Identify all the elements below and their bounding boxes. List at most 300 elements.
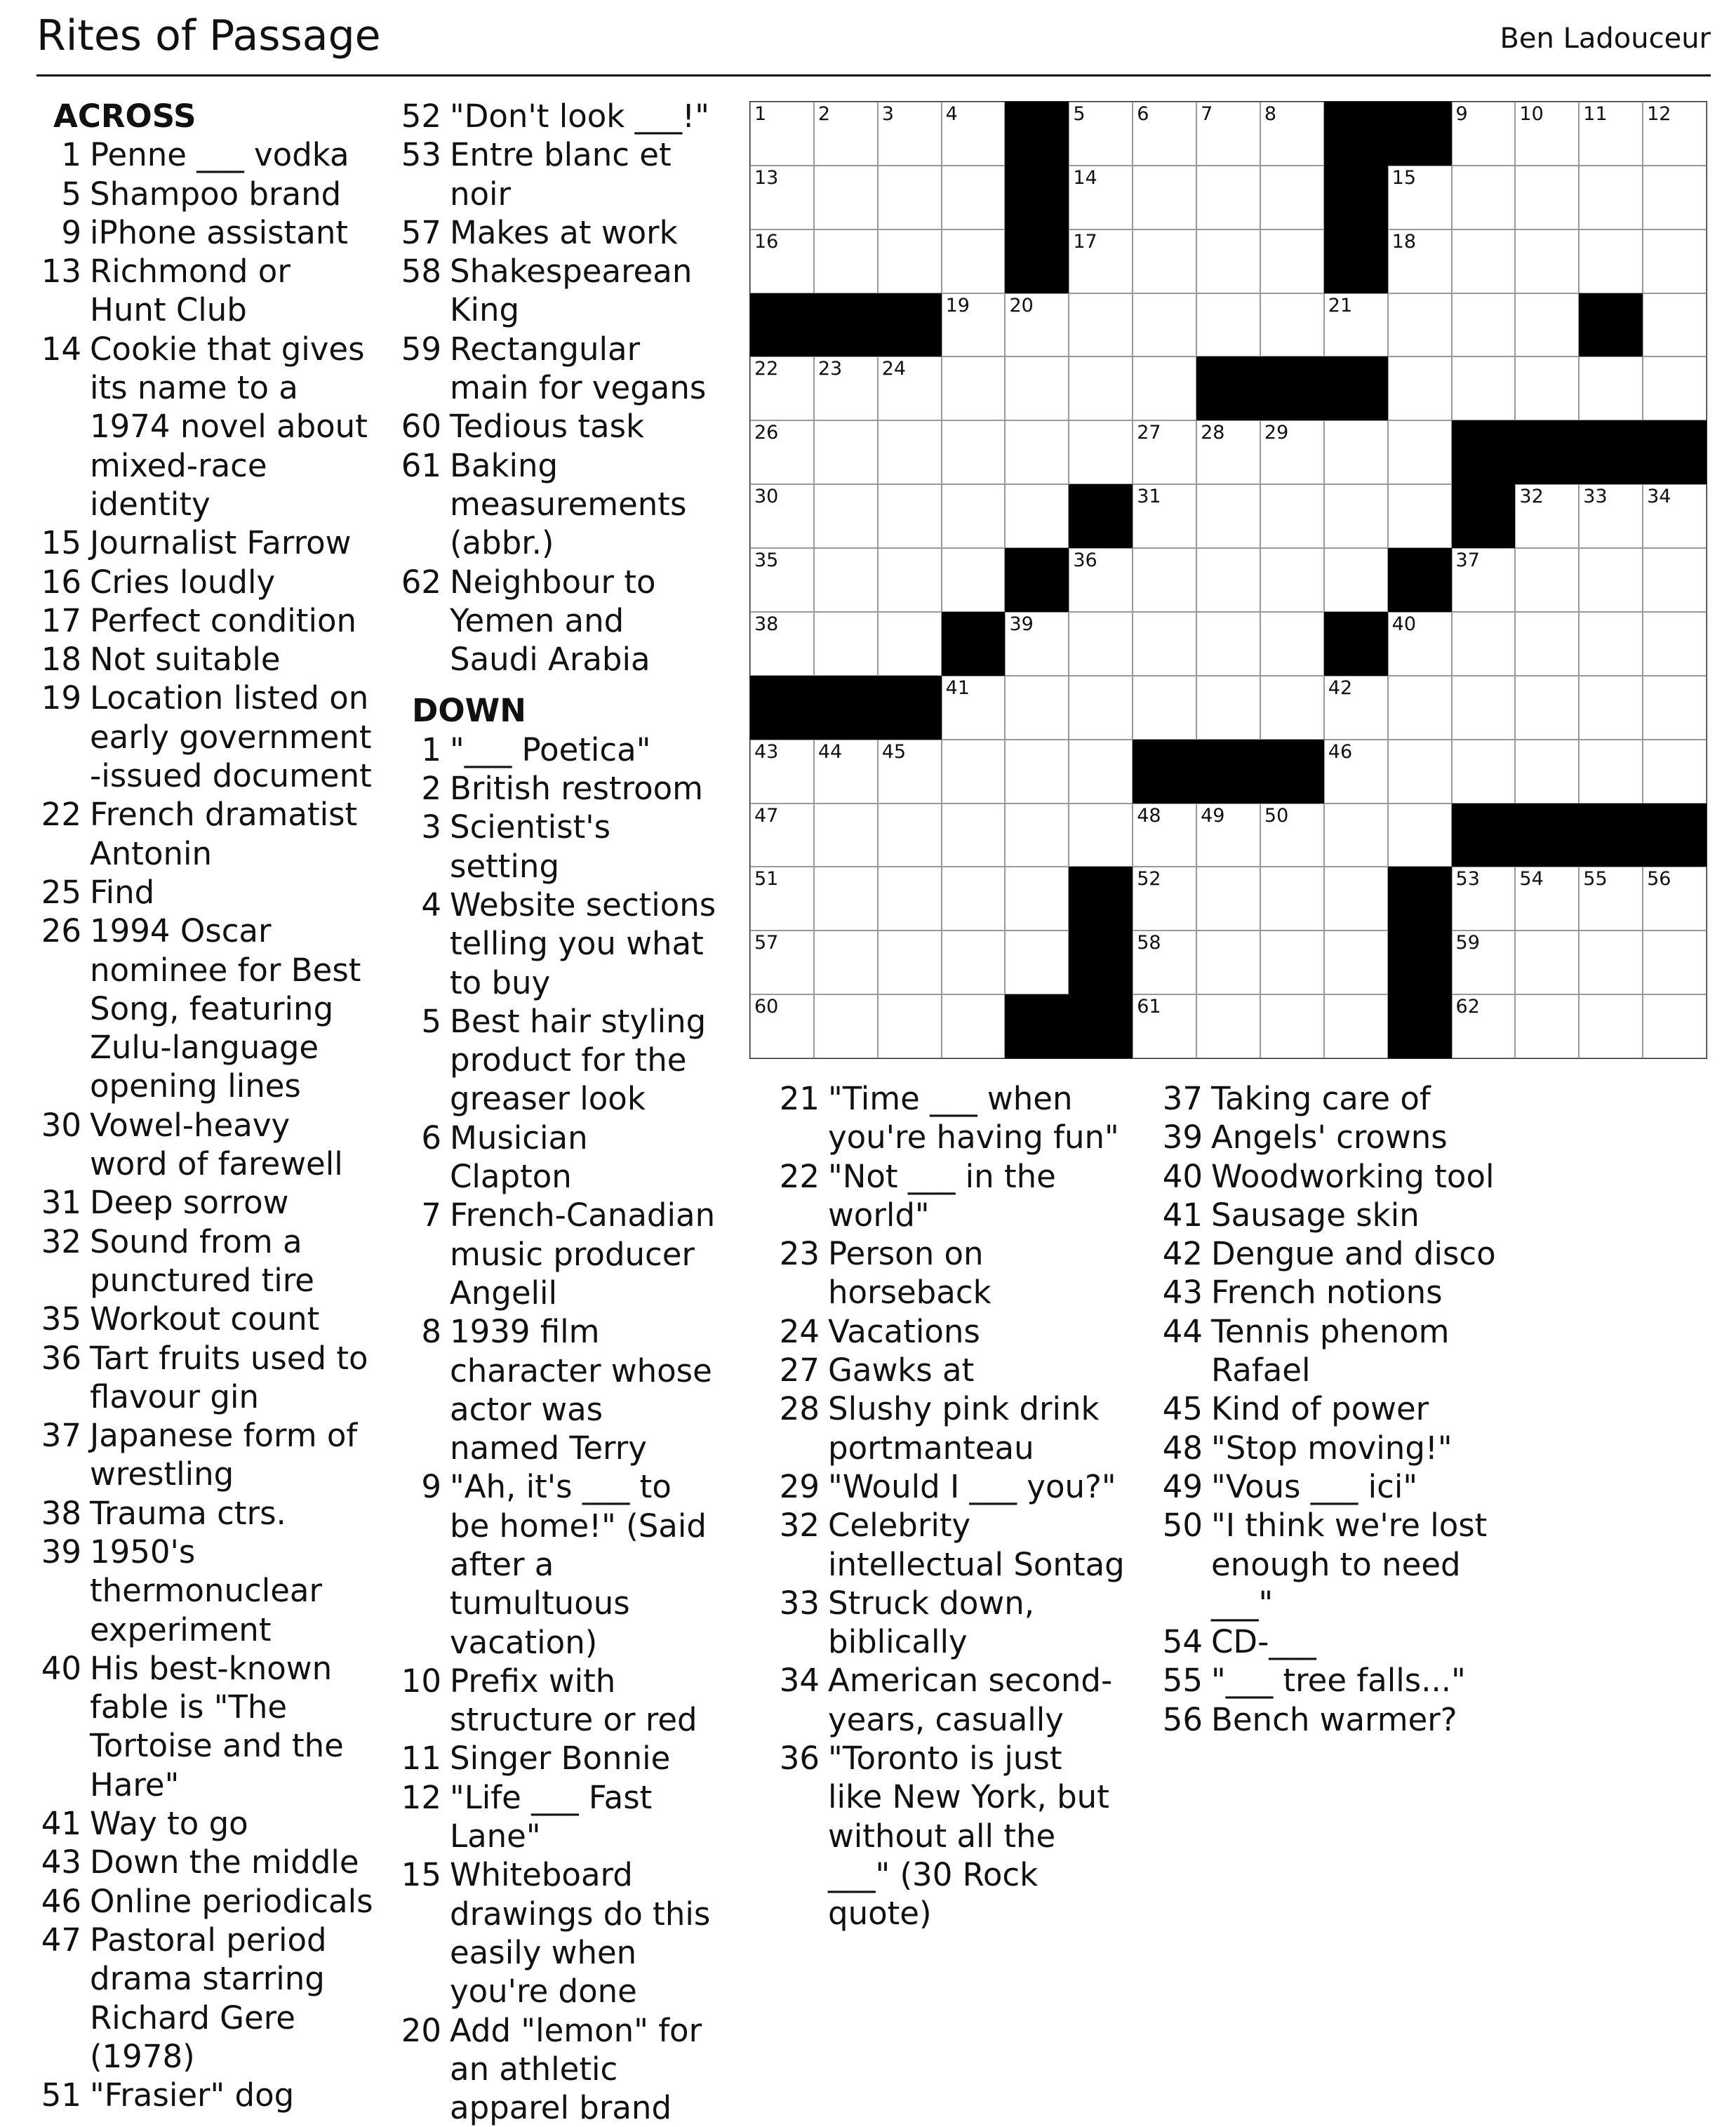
grid-cell[interactable] — [1196, 804, 1260, 867]
clue-col1-across-32 — [36, 1222, 373, 1300]
grid-cell[interactable] — [1579, 356, 1643, 420]
grid-cell[interactable] — [1133, 166, 1196, 229]
grid-cell[interactable] — [750, 484, 814, 548]
grid-cell[interactable] — [750, 102, 814, 166]
grid-cell[interactable] — [878, 166, 942, 229]
grid-cell[interactable] — [1005, 740, 1069, 804]
grid-cell[interactable] — [942, 484, 1006, 548]
grid-cell[interactable] — [1005, 612, 1069, 676]
clue-number: 5 — [421, 1002, 441, 1040]
grid-cell[interactable] — [1133, 804, 1196, 867]
grid-cell[interactable] — [1579, 166, 1643, 229]
grid-cell[interactable] — [1133, 356, 1196, 420]
clue-number: 32 — [41, 1222, 81, 1260]
grid-cell[interactable] — [1388, 293, 1452, 357]
grid-cell[interactable] — [1196, 867, 1260, 931]
black-square — [1324, 612, 1388, 676]
grid-cell[interactable] — [814, 994, 878, 1058]
grid-cell[interactable] — [1515, 293, 1579, 357]
grid-cell[interactable] — [1069, 166, 1133, 229]
clue-text: Shampoo brand — [90, 175, 342, 213]
grid-cell[interactable] — [750, 740, 814, 804]
grid-cell[interactable] — [1388, 166, 1452, 229]
grid-cell[interactable] — [1452, 612, 1516, 676]
puzzle-author: Ben Ladouceur — [1500, 22, 1711, 55]
grid-cell[interactable] — [1069, 420, 1133, 484]
grid-cell[interactable] — [1324, 804, 1388, 867]
grid-cell[interactable] — [1005, 293, 1069, 357]
clue-col1-across-41 — [36, 1804, 373, 1843]
down-clues-column-3 — [775, 1079, 1126, 1933]
grid-cell[interactable] — [1515, 229, 1579, 293]
grid-cell[interactable] — [1133, 867, 1196, 931]
grid-cell[interactable] — [1005, 356, 1069, 420]
clue-col3-down-22 — [775, 1157, 1126, 1235]
clue-col3-down-36 — [775, 1739, 1126, 1933]
grid-cell[interactable] — [1643, 994, 1707, 1058]
grid-cell[interactable] — [1133, 676, 1196, 740]
grid-cell[interactable] — [1579, 740, 1643, 804]
grid-cell[interactable] — [814, 612, 878, 676]
grid-cell[interactable] — [878, 931, 942, 994]
grid-cell[interactable] — [750, 931, 814, 994]
cell-number: 50 — [1264, 804, 1289, 827]
grid-cell[interactable] — [1005, 420, 1069, 484]
puzzle-title: Rites of Passage — [36, 11, 381, 60]
clue-number: 39 — [41, 1533, 81, 1571]
grid-cell[interactable] — [1324, 293, 1388, 357]
clue-col4-down-54 — [1158, 1622, 1523, 1661]
clue-text: "___ tree falls..." — [1211, 1662, 1466, 1700]
grid-cell[interactable] — [1388, 229, 1452, 293]
clue-number: 37 — [1162, 1080, 1203, 1117]
grid-cell[interactable] — [750, 612, 814, 676]
grid-cell[interactable] — [814, 356, 878, 420]
grid-cell[interactable] — [1579, 867, 1643, 931]
grid-cell[interactable] — [1579, 102, 1643, 166]
grid-cell[interactable] — [1324, 931, 1388, 994]
cell-number: 31 — [1137, 486, 1161, 508]
clue-number: 42 — [1162, 1235, 1203, 1273]
grid-cell[interactable] — [1579, 994, 1643, 1058]
grid-cell[interactable] — [1196, 994, 1260, 1058]
cell-number: 59 — [1455, 932, 1480, 954]
grid-cell[interactable] — [814, 102, 878, 166]
grid-cell[interactable] — [1069, 548, 1133, 612]
cell-number: 47 — [754, 804, 779, 827]
grid-cell[interactable] — [1324, 548, 1388, 612]
grid-cell[interactable] — [814, 804, 878, 867]
clue-text: Online periodicals — [90, 1882, 373, 1920]
clue-number: 41 — [41, 1805, 81, 1843]
grid-cell[interactable] — [1452, 994, 1516, 1058]
grid-cell[interactable] — [1133, 484, 1196, 548]
grid-cell[interactable] — [1515, 867, 1579, 931]
black-square — [1005, 548, 1069, 612]
clue-text: French notions — [1211, 1274, 1443, 1312]
grid-cell[interactable] — [942, 166, 1006, 229]
grid-cell[interactable] — [1196, 166, 1260, 229]
grid-cell[interactable] — [1260, 484, 1324, 548]
cell-number: 44 — [817, 740, 843, 763]
cell-number: 3 — [881, 103, 894, 125]
across-heading: ACROSS — [53, 98, 196, 135]
clue-text: Singer Bonnie — [450, 1740, 671, 1778]
grid-cell[interactable] — [750, 420, 814, 484]
clue-text: Trauma ctrs. — [90, 1494, 286, 1532]
grid-cell[interactable] — [814, 229, 878, 293]
clue-text: Slushy pink drink portmanteau — [828, 1390, 1100, 1467]
grid-cell[interactable] — [1579, 676, 1643, 740]
clue-number: 13 — [41, 253, 81, 291]
grid-cell[interactable] — [1579, 548, 1643, 612]
grid-cell[interactable] — [1260, 867, 1324, 931]
clue-number: 19 — [41, 679, 81, 717]
grid-cell[interactable] — [1388, 484, 1452, 548]
clue-text: "Ah, it's ___ to be home!" (Said after a tumultuous vacation) — [450, 1468, 707, 1661]
grid-cell[interactable] — [942, 102, 1006, 166]
clue-number: 14 — [41, 330, 81, 368]
grid-cell[interactable] — [1643, 931, 1707, 994]
clue-text: "___ Poetica" — [450, 731, 651, 768]
black-square — [1643, 804, 1707, 867]
clue-number: 32 — [779, 1507, 820, 1545]
grid-cell[interactable] — [1388, 804, 1452, 867]
clue-col2-across-59 — [396, 330, 719, 408]
grid-cell[interactable] — [1196, 102, 1260, 166]
grid-cell[interactable] — [1515, 994, 1579, 1058]
grid-cell[interactable] — [1324, 484, 1388, 548]
cell-number: 2 — [817, 103, 831, 125]
grid-cell[interactable] — [1005, 867, 1069, 931]
grid-cell[interactable] — [1069, 293, 1133, 357]
grid-cell[interactable] — [1133, 293, 1196, 357]
cell-number: 62 — [1455, 996, 1480, 1018]
clue-text: "Don't look ___!" — [450, 98, 709, 135]
grid-cell[interactable] — [814, 867, 878, 931]
clue-text: Shakespearean King — [450, 253, 693, 329]
cell-number: 57 — [754, 932, 779, 954]
grid-cell[interactable] — [1515, 484, 1579, 548]
cell-number: 29 — [1264, 422, 1289, 444]
grid-cell[interactable] — [1260, 804, 1324, 867]
grid-cell[interactable] — [1069, 612, 1133, 676]
black-square — [1452, 420, 1516, 484]
clue-number: 35 — [41, 1300, 81, 1338]
grid-cell[interactable] — [1452, 931, 1516, 994]
grid-cell[interactable] — [750, 166, 814, 229]
grid-cell[interactable] — [942, 867, 1006, 931]
clue-number: 43 — [1162, 1274, 1203, 1312]
grid-cell[interactable] — [1452, 548, 1516, 612]
grid-cell[interactable] — [1196, 484, 1260, 548]
clue-col1-across-1 — [36, 135, 373, 174]
grid-cell[interactable] — [1069, 804, 1133, 867]
clue-number: 9 — [421, 1468, 441, 1506]
grid-cell[interactable] — [1260, 166, 1324, 229]
black-square — [1452, 484, 1516, 548]
grid-cell[interactable] — [814, 931, 878, 994]
grid-cell[interactable] — [1069, 676, 1133, 740]
clue-number: 40 — [41, 1649, 81, 1687]
clue-col1-across-17 — [36, 601, 373, 640]
clue-text: Musician Clapton — [450, 1119, 588, 1196]
grid-cell[interactable] — [878, 102, 942, 166]
grid-cell[interactable] — [750, 804, 814, 867]
black-square — [1515, 420, 1579, 484]
grid-cell[interactable] — [1260, 293, 1324, 357]
clue-number: 50 — [1162, 1507, 1203, 1545]
grid-cell[interactable] — [1196, 548, 1260, 612]
grid-cell[interactable] — [1515, 740, 1579, 804]
grid-cell[interactable] — [1388, 740, 1452, 804]
grid-cell[interactable] — [1005, 676, 1069, 740]
cell-number: 15 — [1391, 166, 1417, 189]
grid-cell[interactable] — [878, 484, 942, 548]
cell-number: 43 — [754, 740, 779, 763]
grid-cell[interactable] — [1515, 931, 1579, 994]
grid-cell[interactable] — [1133, 420, 1196, 484]
clue-col1-across-9 — [36, 213, 373, 252]
grid-cell[interactable] — [878, 740, 942, 804]
grid-cell[interactable] — [1260, 931, 1324, 994]
grid-cell[interactable] — [1515, 676, 1579, 740]
grid-cell[interactable] — [942, 229, 1006, 293]
clue-col3-down-34 — [775, 1661, 1126, 1739]
clue-col2-down-12 — [396, 1778, 719, 1856]
grid-cell[interactable] — [1196, 931, 1260, 994]
grid-cell[interactable] — [750, 229, 814, 293]
grid-cell[interactable] — [1133, 931, 1196, 994]
black-square — [1069, 931, 1133, 994]
grid-cell[interactable] — [1069, 740, 1133, 804]
grid-cell[interactable] — [1579, 484, 1643, 548]
clue-text: Best hair styling product for the greaser look — [450, 1002, 707, 1118]
grid-cell[interactable] — [1324, 676, 1388, 740]
grid-cell[interactable] — [1452, 676, 1516, 740]
clue-number: 61 — [401, 446, 441, 484]
clue-text: "Time ___ when you're having fun" — [828, 1080, 1119, 1156]
grid-cell[interactable] — [1260, 548, 1324, 612]
grid-cell[interactable] — [750, 994, 814, 1058]
grid-cell[interactable] — [814, 420, 878, 484]
cell-number: 7 — [1201, 103, 1213, 125]
grid-cell[interactable] — [942, 676, 1006, 740]
grid-cell[interactable] — [1515, 166, 1579, 229]
grid-cell[interactable] — [1324, 420, 1388, 484]
clue-text: "Would I ___ you?" — [828, 1467, 1116, 1505]
cell-number: 20 — [1009, 294, 1034, 316]
grid-cell[interactable] — [1260, 994, 1324, 1058]
grid-cell[interactable] — [1452, 102, 1516, 166]
grid-cell[interactable] — [1260, 102, 1324, 166]
clue-number: 22 — [41, 796, 81, 834]
clue-number: 41 — [1162, 1196, 1203, 1234]
grid-cell[interactable] — [1452, 229, 1516, 293]
clue-number: 48 — [1162, 1429, 1203, 1467]
grid-cell[interactable] — [1579, 931, 1643, 994]
grid-cell[interactable] — [1133, 102, 1196, 166]
clue-text: Person on horseback — [828, 1235, 991, 1312]
grid-cell[interactable] — [1133, 612, 1196, 676]
clue-col1-across-37 — [36, 1416, 373, 1494]
grid-cell[interactable] — [750, 867, 814, 931]
grid-cell[interactable] — [1324, 740, 1388, 804]
grid-cell[interactable] — [1643, 356, 1707, 420]
cell-number: 16 — [754, 230, 779, 253]
grid-cell[interactable] — [1196, 676, 1260, 740]
crossword-grid[interactable] — [749, 101, 1707, 1059]
black-square — [1133, 740, 1196, 804]
grid-cell[interactable] — [1579, 229, 1643, 293]
grid-cell[interactable] — [1133, 548, 1196, 612]
cell-number: 11 — [1583, 103, 1608, 125]
black-square — [1005, 102, 1069, 166]
grid-cell[interactable] — [878, 612, 942, 676]
cell-number: 51 — [754, 868, 779, 891]
clue-text: Prefix with structure or red — [450, 1662, 697, 1739]
grid-cell[interactable] — [1452, 166, 1516, 229]
clue-number: 49 — [1162, 1467, 1203, 1505]
grid-cell[interactable] — [1388, 676, 1452, 740]
clue-text: Rectangular main for vegans — [450, 330, 707, 407]
clue-col1-across-25 — [36, 873, 373, 912]
clue-number: 56 — [1162, 1700, 1203, 1738]
grid-cell[interactable] — [814, 740, 878, 804]
grid-cell[interactable] — [942, 356, 1006, 420]
grid-cell[interactable] — [1515, 356, 1579, 420]
clue-col1-across-46 — [36, 1882, 373, 1921]
clue-text: British restroom — [450, 770, 703, 808]
clue-col3-down-24 — [775, 1312, 1126, 1351]
grid-cell[interactable] — [1643, 740, 1707, 804]
black-square — [1069, 484, 1133, 548]
grid-cell[interactable] — [1388, 612, 1452, 676]
grid-cell[interactable] — [878, 867, 942, 931]
grid-cell[interactable] — [1196, 229, 1260, 293]
grid-cell[interactable] — [942, 420, 1006, 484]
grid-cell[interactable] — [1452, 293, 1516, 357]
grid-cell[interactable] — [1643, 548, 1707, 612]
grid-cell[interactable] — [1643, 676, 1707, 740]
clue-col2-across-61 — [396, 446, 719, 563]
grid-cell[interactable] — [814, 166, 878, 229]
grid-cell[interactable] — [1196, 420, 1260, 484]
clue-text: "Life ___ Fast Lane" — [450, 1778, 653, 1855]
grid-cell[interactable] — [750, 356, 814, 420]
grid-cell[interactable] — [750, 548, 814, 612]
grid-cell[interactable] — [1452, 356, 1516, 420]
black-square — [1196, 356, 1260, 420]
grid-cell[interactable] — [1515, 612, 1579, 676]
grid-cell[interactable] — [1643, 484, 1707, 548]
grid-cell[interactable] — [1069, 356, 1133, 420]
black-square — [1260, 740, 1324, 804]
black-square — [1069, 867, 1133, 931]
grid-cell[interactable] — [878, 548, 942, 612]
grid-cell[interactable] — [1005, 931, 1069, 994]
grid-cell[interactable] — [1643, 102, 1707, 166]
grid-cell[interactable] — [1069, 229, 1133, 293]
grid-cell[interactable] — [1260, 229, 1324, 293]
clue-col2-across-53 — [396, 135, 719, 213]
grid-cell[interactable] — [1324, 994, 1388, 1058]
grid-cell[interactable] — [1643, 229, 1707, 293]
clue-text: Bench warmer? — [1211, 1700, 1457, 1738]
grid-cell[interactable] — [1324, 867, 1388, 931]
grid-cell[interactable] — [1260, 420, 1324, 484]
grid-cell[interactable] — [942, 994, 1006, 1058]
grid-cell[interactable] — [878, 229, 942, 293]
grid-cell[interactable] — [942, 293, 1006, 357]
cell-number: 53 — [1455, 868, 1480, 891]
clue-text: Scientist's setting — [450, 808, 611, 885]
grid-cell[interactable] — [878, 420, 942, 484]
grid-cell[interactable] — [942, 740, 1006, 804]
grid-cell[interactable] — [878, 804, 942, 867]
grid-cell[interactable] — [1388, 420, 1452, 484]
clue-number: 37 — [41, 1417, 81, 1455]
grid-cell[interactable] — [1643, 612, 1707, 676]
grid-cell[interactable] — [1388, 356, 1452, 420]
grid-cell[interactable] — [814, 548, 878, 612]
clue-col2-down-11 — [396, 1739, 719, 1778]
clue-number: 9 — [61, 213, 81, 251]
clue-number: 8 — [421, 1313, 441, 1351]
cell-number: 13 — [754, 166, 779, 189]
clue-number: 11 — [401, 1740, 441, 1778]
cell-number: 30 — [754, 486, 779, 508]
clue-col1-across-51 — [36, 2076, 373, 2114]
grid-cell[interactable] — [1643, 293, 1707, 357]
grid-cell[interactable] — [1260, 676, 1324, 740]
grid-cell[interactable] — [1005, 484, 1069, 548]
clue-text: Richmond or Hunt Club — [90, 253, 291, 329]
grid-cell[interactable] — [1643, 166, 1707, 229]
grid-cell[interactable] — [1515, 102, 1579, 166]
grid-cell[interactable] — [942, 931, 1006, 994]
grid-cell[interactable] — [814, 484, 878, 548]
grid-cell[interactable] — [1005, 804, 1069, 867]
clue-col1-across-13 — [36, 252, 373, 330]
clue-text: Struck down, biblically — [828, 1584, 1035, 1661]
grid-cell[interactable] — [1515, 548, 1579, 612]
cell-number: 12 — [1647, 103, 1671, 125]
clue-number: 57 — [401, 213, 441, 251]
cell-number: 46 — [1328, 740, 1353, 763]
grid-cell[interactable] — [1579, 612, 1643, 676]
grid-cell[interactable] — [878, 356, 942, 420]
grid-cell[interactable] — [1643, 867, 1707, 931]
black-square — [1388, 867, 1452, 931]
grid-cell[interactable] — [1133, 229, 1196, 293]
grid-cell[interactable] — [878, 994, 942, 1058]
clue-number: 38 — [41, 1494, 81, 1532]
grid-cell[interactable] — [942, 548, 1006, 612]
grid-cell[interactable] — [1452, 740, 1516, 804]
grid-cell[interactable] — [1196, 293, 1260, 357]
clue-text: Tedious task — [450, 408, 645, 446]
grid-cell[interactable] — [1452, 867, 1516, 931]
grid-cell[interactable] — [1069, 102, 1133, 166]
grid-cell[interactable] — [1260, 612, 1324, 676]
clue-text: Gawks at — [828, 1352, 975, 1389]
clue-col3-down-32 — [775, 1506, 1126, 1584]
grid-cell[interactable] — [1133, 994, 1196, 1058]
grid-cell[interactable] — [1196, 612, 1260, 676]
grid-cell[interactable] — [942, 804, 1006, 867]
cell-number: 28 — [1201, 422, 1225, 444]
